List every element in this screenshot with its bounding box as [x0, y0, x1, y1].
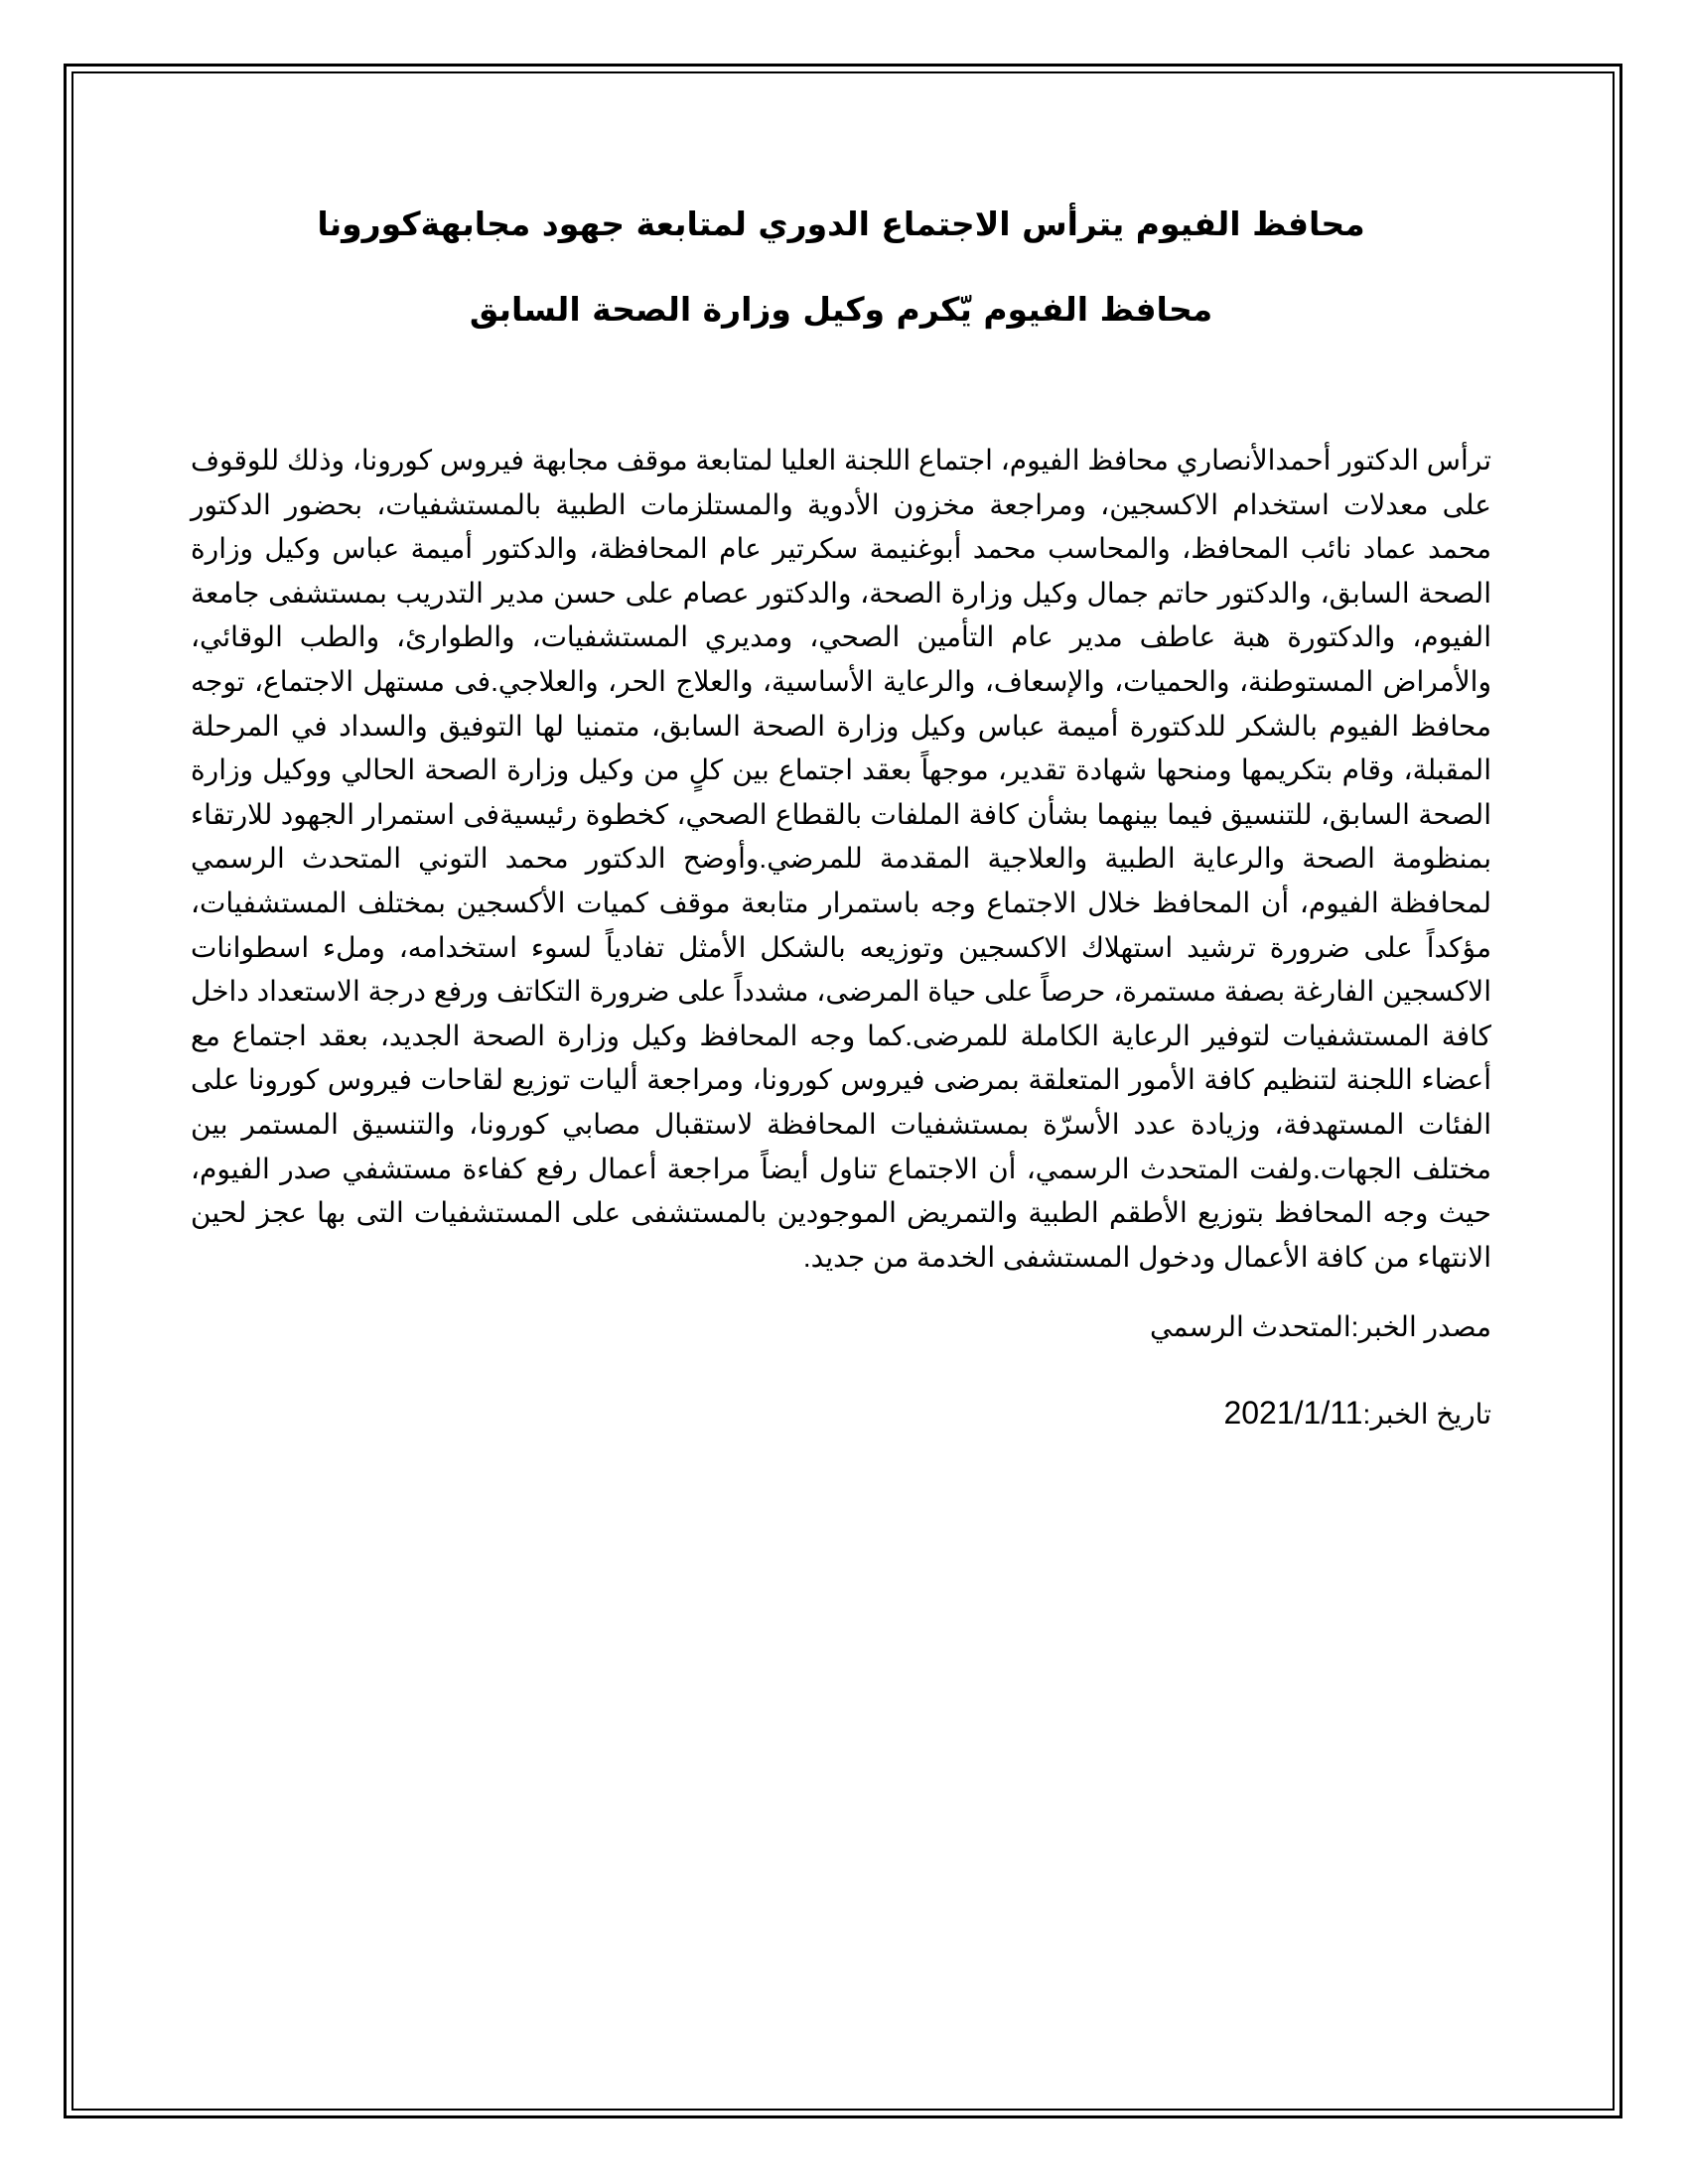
headline-secondary: محافظ الفيوم يّكرم وكيل وزارة الصحة السابق — [469, 290, 1213, 329]
document-content — [191, 189, 1491, 1436]
news-source-value: المتحدث الرسمي — [1150, 1311, 1351, 1343]
news-source-line: مصدر الخبر:المتحدث الرسمي — [1150, 1311, 1491, 1343]
article-body: ترأس الدكتور أحمدالأنصاري محافظ الفيوم، اجتماع اللجنة العليا لمتابعة موقف مجابهة فيروس كورونا، وذلك للوقوف على معدلات استخدام الاكسجين، ومراجعة مخزون الأدوية والمستلزمات الطبية بالمستشفيات، بحضور الدكتور محمد عماد نائب المحافظ، والمحاسب محمد أبوغنيمة سكرتير عام المحافظة، والدكتور أميمة عباس وكيل وزارة الصحة السابق، والدكتور حاتم جمال وكيل وزارة الصحة، والدكتور عصام على حسن مدير التدريب بمستشفى جامعة الفيوم، والدكتورة هبة عاطف مدير عام التأمين الصحي، ومديري المستشفيات، والطوارئ، والطب الوقائي، والأمراض المستوطنة، والحميات، والإسعاف، والرعاية الأساسية، والعلاج الحر، والعلاجي.فى مستهل الاجتماع، توجه محافظ الفيوم بالشكر للدكتورة أميمة عباس وكيل وزارة الصحة السابق، متمنيا لها التوفيق والسداد في المرحلة المقبلة، وقام بتكريمها ومنحها شهادة تقدير، موجهاً بعقد اجتماع بين كلٍ من وكيل وزارة الصحة الحالي ووكيل وزارة الصحة السابق، للتنسيق فيما بينهما بشأن كافة الملفات بالقطاع الصحي، كخطوة رئيسيةفى استمرار الجهود للارتقاء بمنظومة الصحة والرعاية الطبية والعلاجية المقدمة للمرضي.وأوضح الدكتور محمد التوني المتحدث الرسمي لمحافظة الفيوم، أن المحافظ خلال الاجتماع وجه باستمرار متابعة موقف كميات الأكسجين بمختلف المستشفيات، مؤكداً على ضرورة ترشيد استهلاك الاكسجين وتوزيعه بالشكل الأمثل تفادياً لسوء استخدامه، وملء اسطوانات الاكسجين الفارغة بصفة مستمرة، حرصاً على حياة المرضى، مشدداً على ضرورة التكاتف ورفع درجة الاستعداد داخل كافة المستشفيات لتوفير الرعاية الكاملة للمرضى.كما وجه المحافظ وكيل وزارة الصحة الجديد، بعقد اجتماع مع أعضاء اللجنة لتنظيم كافة الأمور المتعلقة بمرضى فيروس كورونا، ومراجعة أليات توزيع لقاحات فيروس كورونا على الفئات المستهدفة، وزيادة عدد الأسرّة بمستشفيات المحافظة لاستقبال مصابي كورونا، والتنسيق المستمر بين مختلف الجهات.ولفت المتحدث الرسمي، أن الاجتماع تناول أيضاً مراجعة أعمال رفع كفاءة مستشفي صدر الفيوم، حيث وجه المحافظ بتوزيع الأطقم الطبية والتمريض الموجودين بالمستشفى على المستشفيات التى بها عجز لحين الانتهاء من كافة الأعمال ودخول المستشفى الخدمة من جديد. — [191, 445, 1491, 1273]
headline-primary: محافظ الفيوم يترأس الاجتماع الدوري لمتابعة جهود مجابهةكورونا — [317, 205, 1365, 243]
news-date-value: 2021/1/11 — [1223, 1395, 1363, 1432]
news-date-line: تاريخ الخبر:2021/1/11 — [1223, 1395, 1491, 1432]
news-source-label: مصدر الخبر — [1358, 1311, 1491, 1343]
news-date-label: تاريخ الخبر — [1370, 1399, 1491, 1431]
